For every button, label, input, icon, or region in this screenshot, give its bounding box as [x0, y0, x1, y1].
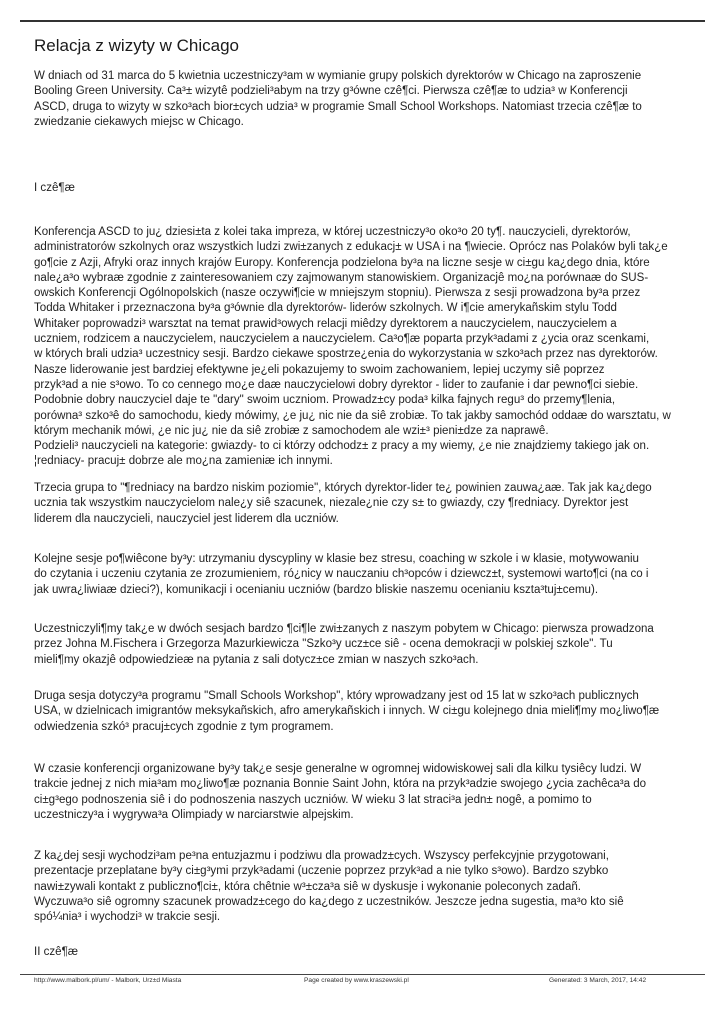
text-line: Wyczuwa³o siê ogromny szacunek prowadz±cego do ka¿dego z uczestników. Jeszcze jedna sugestia, ma³o kto siê: [34, 895, 624, 908]
text-line: Druga sesja dotyczy³a programu "Small Schools Workshop", który wprowadzany jest od 15 lat w szko³ach publicznych: [34, 690, 639, 702]
text-line: uczestniczy³a i wygrywa³a Olimpiady w narciarstwie alpejskim.: [34, 808, 354, 821]
section-heading-1: I czê¶æ: [34, 182, 75, 194]
footer-generated-date: Generated: 3 March, 2017, 14:42: [549, 977, 647, 984]
text-line: w których brali udzia³ uczestnicy sesji. Bardzo ciekawe spostrze¿enia do wykorzystania w szko³ach przez nas dyrektorów.: [34, 348, 658, 361]
text-line: spó¼nia³ i wychodzi³ w trakcie sesji.: [34, 911, 221, 924]
text-line: Todda Whitaker i przeznaczona by³a g³ównie dla dyrektorów- liderów szkolnych. W i¶cie amerykañskim stylu Todd: [34, 302, 617, 315]
paragraph-general-sessions: [34, 762, 694, 823]
text-line: Podzieli³ nauczycieli na kategorie: gwiazdy- to ci którzy odchodz± z pracy a my wiemy, ¿e nie znajdziemy takiego jak on.: [34, 440, 650, 453]
text-line: zwiedzanie ciekawych miejsc w Chicago.: [34, 115, 244, 128]
text-line: Kolejne sesje po¶wiêcone by³y: utrzymaniu dyscypliny w klasie bez stresu, coaching w szkole i w klasie, motywowaniu: [34, 553, 639, 565]
text-line: USA, w dzielnicach imigrantów meksykañskich, afro amerykañskich i innych. W ci±gu kolejnego dnia mieli¶my mo¿liwo¶æ: [34, 705, 660, 718]
paragraph-conference: [34, 225, 694, 470]
text-line: jak uwra¿liwiaæ dzieci?), komunikacji i ocenianiu uczniów (bardzo bliskie naszemu ocenianiu kszta³tuj±cemu).: [34, 583, 599, 596]
text-line: W czasie konferencji organizowane by³y tak¿e sesje generalne w ogromnej widowiskowej sali dla kilku tysiêcy ludzi. W: [34, 763, 642, 775]
top-divider: [20, 20, 705, 22]
text-line: liderem dla nauczycieli, nauczyciel jest liderem dla uczniów.: [34, 512, 339, 525]
paragraph-enthusiasm: [34, 849, 694, 925]
text-line: nale¿a³o wybraæ zgodnie z zainteresowaniem czy zajmowanym stanowiskiem. Organizacjê mo¿na porównaæ do SUS-: [34, 271, 649, 284]
text-line: mieli¶my okazjê odpowiedzieæ na pytania z sali dotycz±ce zmian w naszych szko³ach.: [34, 653, 479, 666]
footer-divider: [20, 974, 705, 975]
paragraph-small-schools: [34, 689, 694, 735]
text-line: Uczestniczyli¶my tak¿e w dwóch sesjach bardzo ¶ci¶le zwi±zanych z naszym pobytem w Chicago: pierwsza prowadzona: [34, 623, 654, 635]
text-line: odwiedzenia szkó³ pracuj±cych zgodnie z tym programem.: [34, 720, 334, 733]
text-line: ci±g³ego podnoszenia siê i do podnoszenia naszych uczniów. W wieku 3 lat straci³a jedn± nogê, a pomimo to: [34, 793, 592, 806]
text-line: owskich Konferencji Ogólnopolskich (nasze oczywi¶cie w mniejszym stopniu). Pierwsza z sesji prowadzona by³a przez: [34, 287, 641, 300]
text-line: ucznia tak wszystkim nauczycielom nale¿y siê szacunek, niezale¿nie czy s± to gwiazdy, czy ¶redniacy. Dyrektor jest: [34, 497, 629, 510]
paragraph-chicago-sessions: [34, 622, 694, 668]
text-line: przez Johna M.Fischera i Grzegorza Mazurkiewicza "Szko³y ucz±ce siê - ocena demokracji w polskiej szkole". Tu: [34, 638, 613, 651]
text-line: nawi±zywali kontakt z publiczno¶ci±, która chêtnie w³±cza³a siê w dyskusje i wykonanie poleconych zadañ.: [34, 880, 581, 893]
text-line: ¦redniacy- pracuj± dobrze ale mo¿na zamieniæ ich innymi.: [34, 455, 333, 468]
text-line: administratorów szkolnych oraz wszystkich ludzi zwi±zanych z edukacj± w USA i na ¶wiecie. Oprócz nas Polaków byli tak¿e: [34, 241, 668, 254]
paragraph-third-group: [34, 481, 694, 527]
text-line: go¶cie z Azji, Afryki oraz innych krajów Europy. Konferencja podzielona by³a na liczne sesje w ci±gu ka¿dego dnia, które: [34, 256, 650, 269]
page-title: Relacja z wizyty w Chicago: [34, 36, 240, 55]
text-line: uczniem, rodzicem a nauczycielem, nauczycielem a nauczycielem. Ca³o¶æ poparta przyk³adami z ¿ycia oraz scenkami,: [34, 333, 650, 346]
section-heading-2: II czê¶æ: [34, 946, 79, 958]
text-line: Podobnie dobry nauczyciel daje te "dary" swoim uczniom. Prowadz±cy poda³ kilka fajnych regu³ do przemy¶lenia,: [34, 394, 616, 407]
footer-credit: Page created by www.kraszewski.pl: [304, 977, 409, 984]
paragraph-sessions: [34, 552, 694, 598]
text-line: Nasze liderowanie jest bardziej efektywne je¿eli pokazujemy to swoim zachowaniem, lepiej uczymy siê poprzez: [34, 363, 605, 376]
text-line: którym mechanik mówi, ¿e nic ju¿ nie da siê zrobiæ z samochodem ale wzi±³ pieni±dze za naprawê.: [34, 424, 549, 437]
footer-source-link[interactable]: http://www.malbork.pl/um/ - Malbork, Urz±d Miasta: [34, 977, 182, 984]
text-line: porówna³ szko³ê do samochodu, kiedy mówimy, ¿e ju¿ nic nie da siê zrobiæ. To tak jakby samochód oddaæ do warsztatu, w: [34, 409, 671, 422]
text-line: do czytania i uczeniu czytania ze zrozumieniem, ró¿nicy w nauczaniu ch³opców i dziewcz±t, systemowi warto¶ci (na co i: [34, 568, 649, 581]
text-line: Whitaker poprowadzi³ warsztat na temat prawid³owych relacji miêdzy dyrektorem a nauczycielem, nauczycielem a: [34, 317, 617, 330]
text-line: Konferencja ASCD to ju¿ dziesi±ta z kolei taka impreza, w której uczestniczy³o oko³o 20 ty¶. nauczycieli, dyrektorów,: [34, 226, 631, 238]
text-line: Z ka¿dej sesji wychodzi³am pe³na entuzjazmu i podziwu dla prowadz±cych. Wszyscy perfekcyjnie przygotowani,: [34, 850, 609, 862]
text-line: ASCD, druga to wizyty w szko³ach bior±cych udzia³ w programie Small School Workshops. Natomiast trzecia czê¶æ to: [34, 100, 642, 113]
text-line: przyk³ad a nie s³owo. To co cennego mo¿e daæ nauczycielowi dobry dyrektor - lider to zaufanie i dar pewno¶ci siebie.: [34, 378, 639, 391]
text-line: trakcie jednej z nich mia³am mo¿liwo¶æ poznania Bonnie Saint John, która na przyk³adzie swojego ¿ycia zachêca³a do: [34, 778, 647, 791]
intro-paragraph: [34, 69, 694, 130]
text-line: prezentacje przeplatane by³y ci±g³ymi przyk³adami (uczenie poprzez przyk³ad a nie tylko s³owo). Bardzo szybko: [34, 865, 609, 878]
text-line: W dniach od 31 marca do 5 kwietnia uczestniczy³am w wymianie grupy polskich dyrektorów w Chicago na zaproszenie: [34, 70, 642, 82]
text-line: Trzecia grupa to "¶redniacy na bardzo niskim poziomie", których dyrektor-lider te¿ powinien zauwa¿aæ. Tak jak ka¿dego: [34, 482, 652, 494]
text-line: Booling Green University. Ca³± wizytê podzieli³abym na trzy g³ówne czê¶ci. Pierwsza czê¶æ to udzia³ w Konferencji: [34, 85, 628, 98]
